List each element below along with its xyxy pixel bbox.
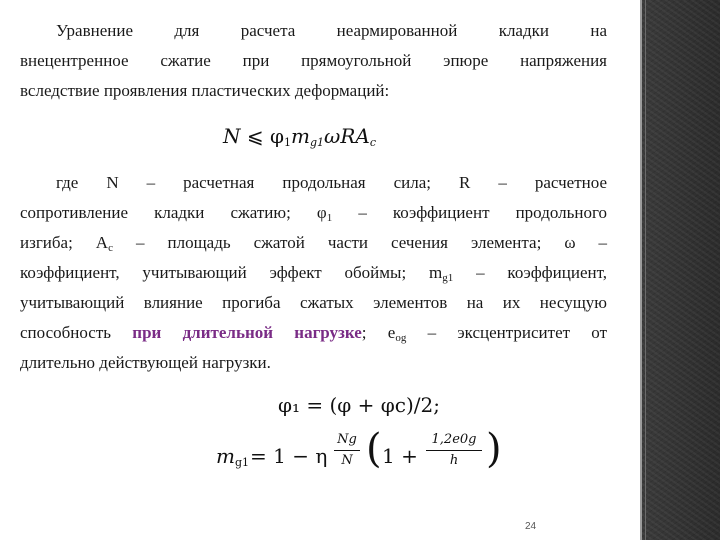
word: Уравнение [56, 21, 133, 40]
paren-open: ( [366, 426, 382, 472]
formula1-m: m [291, 124, 310, 148]
word: расчета [240, 21, 296, 40]
word: на [590, 21, 608, 40]
def-line-5: учитывающий влияние прогиба сжатых элементов на их несущую [20, 293, 607, 312]
def-line-1: где N – расчетная продольная сила; R – расчетное [56, 173, 607, 192]
formula1-omega-r-a: ωRA [324, 124, 370, 148]
def-line-2 [20, 198, 607, 228]
word: неармированной [336, 21, 458, 40]
intro-line-1 [20, 16, 607, 46]
decorative-sidebar [640, 0, 720, 540]
e-subscript: og [395, 332, 407, 344]
formula1-a-sub: c [369, 136, 376, 149]
fraction-numerator: Ng [337, 432, 357, 447]
fraction-denominator: N [341, 453, 353, 468]
text: – эксцентриситет от [406, 323, 608, 342]
def-line-6 [20, 318, 607, 348]
word: для [174, 21, 200, 40]
page-number: 24 [525, 521, 537, 532]
formula1-relation: ⩽ [246, 124, 264, 148]
text: способность [20, 323, 133, 342]
fraction-e-over-h [426, 432, 482, 469]
definitions-paragraph [20, 168, 607, 378]
def-line-3 [20, 228, 607, 258]
formula1-m-sub: g1 [309, 136, 325, 149]
formula-main-inequality [223, 124, 376, 148]
highlighted-phrase: при длительной нагрузке [132, 323, 362, 342]
text: изгиба; A [20, 233, 109, 252]
intro-line-3: вследствие проявления пластических деформаций: [20, 81, 390, 100]
formula1-phi-sub: 1 [284, 136, 291, 149]
formula3-eq: = 1 − η [250, 444, 328, 468]
intro-paragraph [20, 16, 607, 106]
fraction-bar [426, 450, 482, 451]
fraction-denominator: h [449, 453, 459, 468]
formula-phi1: φ₁ = (φ + φc)/2; [278, 393, 440, 417]
intro-line-2: внецентренное сжатие при прямоугольной эпюре напряжения [20, 51, 607, 70]
text: сопротивление кладки сжатию; [20, 203, 291, 222]
m-subscript: g1 [234, 456, 250, 469]
paren-close: ) [486, 426, 502, 472]
text: коэффициент, учитывающий эффект обоймы; m [20, 263, 443, 282]
formula1-lhs: N [223, 124, 241, 148]
formula1-phi: φ [269, 124, 284, 148]
text: – коэффициент, [453, 263, 607, 282]
formula3-one-plus: 1 + [382, 444, 418, 468]
fraction-ng-over-n [334, 432, 360, 469]
text: – коэффициент продольного [332, 203, 607, 222]
text: ; e [361, 323, 396, 342]
def-line-7: длительно действующей нагрузки. [20, 353, 271, 372]
phi-symbol: φ [316, 203, 327, 222]
a-subscript: c [108, 242, 113, 254]
def-line-4 [20, 258, 607, 288]
m-symbol: m [216, 444, 235, 468]
word: кладки [498, 21, 549, 40]
formula3-lhs [216, 444, 249, 468]
fraction-numerator: 1,2e0g [431, 432, 477, 447]
m-subscript: g1 [442, 272, 454, 284]
text: – площадь сжатой части сечения элемента; ω – [112, 233, 608, 252]
fraction-bar [334, 450, 360, 451]
phi-subscript: 1 [326, 212, 333, 224]
